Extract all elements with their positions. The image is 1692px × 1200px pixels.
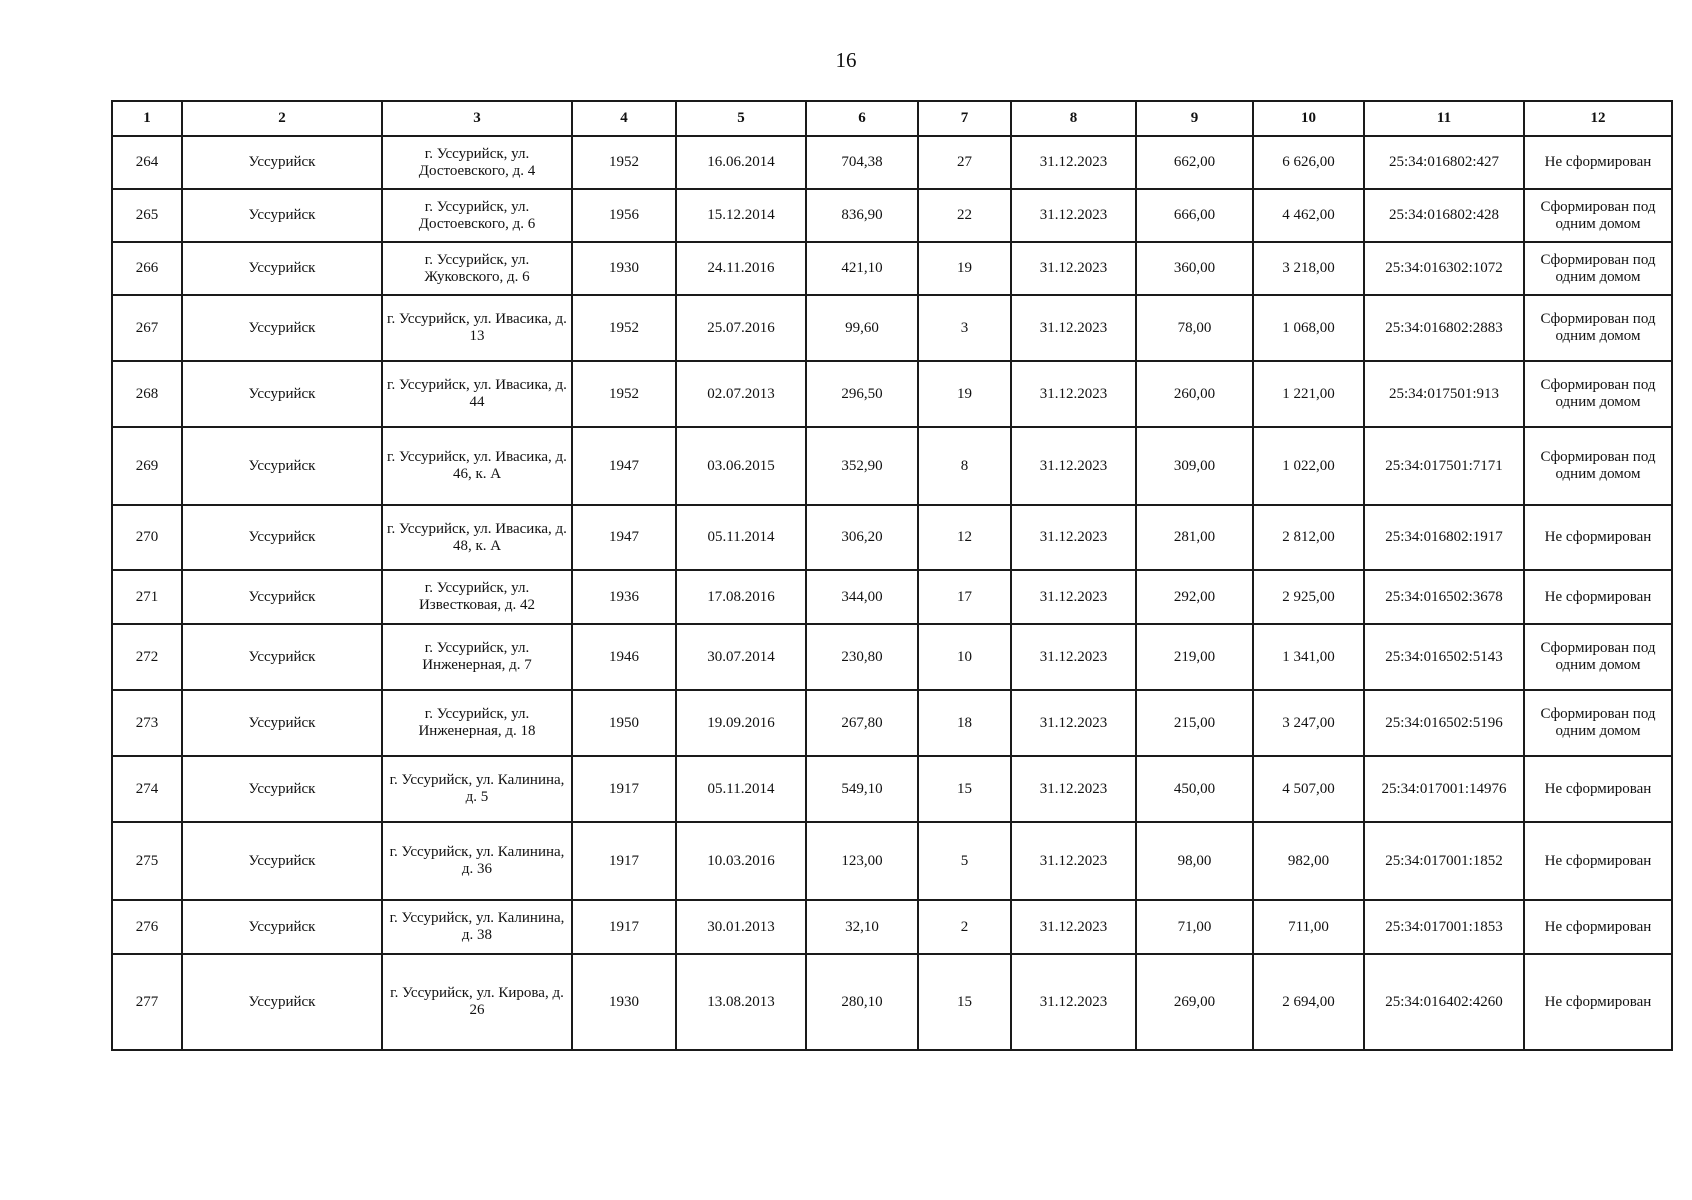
- cell-row-number: 267: [112, 295, 182, 361]
- cell-value-10: 1 022,00: [1253, 427, 1364, 505]
- cell-date: 16.06.2014: [676, 136, 806, 189]
- cell-land-status: Сформирован под одним домом: [1524, 690, 1672, 756]
- cell-address: г. Уссурийск, ул. Известковая, д. 42: [382, 570, 572, 624]
- cell-area: 836,90: [806, 189, 918, 242]
- cell-residents: 10: [918, 624, 1011, 690]
- cell-land-status: Не сформирован: [1524, 136, 1672, 189]
- table-row: [112, 822, 1672, 900]
- cell-area: 344,00: [806, 570, 918, 624]
- cell-planned-date: 31.12.2023: [1011, 822, 1136, 900]
- cell-cadastral-number: 25:34:016802:428: [1364, 189, 1524, 242]
- cell-residents: 8: [918, 427, 1011, 505]
- cell-date: 24.11.2016: [676, 242, 806, 295]
- page-number: 16: [835, 48, 857, 72]
- cell-date: 19.09.2016: [676, 690, 806, 756]
- cell-land-status: Не сформирован: [1524, 822, 1672, 900]
- cell-date: 25.07.2016: [676, 295, 806, 361]
- cell-land-status: Не сформирован: [1524, 900, 1672, 954]
- table-row: [112, 756, 1672, 822]
- housing-registry-table: [111, 100, 1673, 1051]
- column-header: 2: [182, 101, 382, 136]
- cell-locality: Уссурийск: [182, 136, 382, 189]
- cell-address: г. Уссурийск, ул. Инженерная, д. 7: [382, 624, 572, 690]
- column-header: 4: [572, 101, 676, 136]
- cell-value-10: 3 247,00: [1253, 690, 1364, 756]
- cell-address: г. Уссурийск, ул. Ивасика, д. 13: [382, 295, 572, 361]
- cell-cadastral-number: 25:34:016502:5143: [1364, 624, 1524, 690]
- column-header: 7: [918, 101, 1011, 136]
- cell-cadastral-number: 25:34:017501:7171: [1364, 427, 1524, 505]
- cell-address: г. Уссурийск, ул. Жуковского, д. 6: [382, 242, 572, 295]
- cell-planned-date: 31.12.2023: [1011, 690, 1136, 756]
- cell-row-number: 270: [112, 505, 182, 570]
- cell-year: 1947: [572, 427, 676, 505]
- cell-residents: 17: [918, 570, 1011, 624]
- cell-value-9: 219,00: [1136, 624, 1253, 690]
- cell-locality: Уссурийск: [182, 690, 382, 756]
- cell-row-number: 268: [112, 361, 182, 427]
- cell-planned-date: 31.12.2023: [1011, 295, 1136, 361]
- cell-value-10: 1 341,00: [1253, 624, 1364, 690]
- cell-value-9: 281,00: [1136, 505, 1253, 570]
- table-row: [112, 295, 1672, 361]
- cell-row-number: 274: [112, 756, 182, 822]
- cell-address: г. Уссурийск, ул. Кирова, д. 26: [382, 954, 572, 1050]
- cell-cadastral-number: 25:34:016802:2883: [1364, 295, 1524, 361]
- cell-year: 1930: [572, 954, 676, 1050]
- cell-land-status: Не сформирован: [1524, 505, 1672, 570]
- cell-locality: Уссурийск: [182, 427, 382, 505]
- cell-locality: Уссурийск: [182, 900, 382, 954]
- cell-area: 421,10: [806, 242, 918, 295]
- table-row: [112, 624, 1672, 690]
- table-row: [112, 954, 1672, 1050]
- cell-row-number: 266: [112, 242, 182, 295]
- cell-locality: Уссурийск: [182, 189, 382, 242]
- cell-land-status: Не сформирован: [1524, 954, 1672, 1050]
- cell-value-9: 78,00: [1136, 295, 1253, 361]
- cell-value-10: 1 068,00: [1253, 295, 1364, 361]
- cell-planned-date: 31.12.2023: [1011, 756, 1136, 822]
- cell-cadastral-number: 25:34:016502:5196: [1364, 690, 1524, 756]
- cell-locality: Уссурийск: [182, 570, 382, 624]
- cell-residents: 22: [918, 189, 1011, 242]
- cell-value-9: 269,00: [1136, 954, 1253, 1050]
- cell-residents: 19: [918, 361, 1011, 427]
- cell-year: 1936: [572, 570, 676, 624]
- cell-value-10: 6 626,00: [1253, 136, 1364, 189]
- cell-planned-date: 31.12.2023: [1011, 189, 1136, 242]
- cell-value-10: 1 221,00: [1253, 361, 1364, 427]
- cell-locality: Уссурийск: [182, 505, 382, 570]
- table-row: [112, 189, 1672, 242]
- cell-planned-date: 31.12.2023: [1011, 505, 1136, 570]
- cell-cadastral-number: 25:34:016302:1072: [1364, 242, 1524, 295]
- cell-residents: 2: [918, 900, 1011, 954]
- header-row: [112, 101, 1672, 136]
- cell-value-9: 292,00: [1136, 570, 1253, 624]
- cell-cadastral-number: 25:34:016802:427: [1364, 136, 1524, 189]
- column-header: 9: [1136, 101, 1253, 136]
- cell-area: 296,50: [806, 361, 918, 427]
- cell-row-number: 275: [112, 822, 182, 900]
- cell-area: 123,00: [806, 822, 918, 900]
- cell-date: 02.07.2013: [676, 361, 806, 427]
- cell-planned-date: 31.12.2023: [1011, 427, 1136, 505]
- cell-year: 1947: [572, 505, 676, 570]
- cell-area: 352,90: [806, 427, 918, 505]
- cell-address: г. Уссурийск, ул. Инженерная, д. 18: [382, 690, 572, 756]
- column-header: 6: [806, 101, 918, 136]
- cell-date: 03.06.2015: [676, 427, 806, 505]
- cell-area: 306,20: [806, 505, 918, 570]
- cell-value-10: 2 925,00: [1253, 570, 1364, 624]
- cell-land-status: Сформирован под одним домом: [1524, 624, 1672, 690]
- cell-land-status: Сформирован под одним домом: [1524, 295, 1672, 361]
- cell-value-9: 666,00: [1136, 189, 1253, 242]
- cell-value-10: 2 812,00: [1253, 505, 1364, 570]
- cell-residents: 12: [918, 505, 1011, 570]
- cell-row-number: 273: [112, 690, 182, 756]
- cell-value-9: 260,00: [1136, 361, 1253, 427]
- cell-year: 1946: [572, 624, 676, 690]
- table-body: [112, 136, 1672, 1050]
- cell-residents: 3: [918, 295, 1011, 361]
- table-row: [112, 570, 1672, 624]
- cell-planned-date: 31.12.2023: [1011, 900, 1136, 954]
- cell-row-number: 271: [112, 570, 182, 624]
- cell-date: 10.03.2016: [676, 822, 806, 900]
- cell-locality: Уссурийск: [182, 954, 382, 1050]
- cell-address: г. Уссурийск, ул. Достоевского, д. 4: [382, 136, 572, 189]
- cell-area: 32,10: [806, 900, 918, 954]
- cell-residents: 15: [918, 954, 1011, 1050]
- cell-planned-date: 31.12.2023: [1011, 954, 1136, 1050]
- cell-row-number: 265: [112, 189, 182, 242]
- cell-year: 1952: [572, 136, 676, 189]
- cell-row-number: 276: [112, 900, 182, 954]
- cell-value-9: 450,00: [1136, 756, 1253, 822]
- table-row: [112, 361, 1672, 427]
- cell-value-10: 4 507,00: [1253, 756, 1364, 822]
- cell-date: 15.12.2014: [676, 189, 806, 242]
- cell-locality: Уссурийск: [182, 361, 382, 427]
- cell-area: 549,10: [806, 756, 918, 822]
- cell-cadastral-number: 25:34:017001:1852: [1364, 822, 1524, 900]
- cell-address: г. Уссурийск, ул. Достоевского, д. 6: [382, 189, 572, 242]
- cell-address: г. Уссурийск, ул. Калинина, д. 38: [382, 900, 572, 954]
- cell-value-10: 982,00: [1253, 822, 1364, 900]
- cell-area: 280,10: [806, 954, 918, 1050]
- table-row: [112, 690, 1672, 756]
- cell-residents: 27: [918, 136, 1011, 189]
- cell-land-status: Не сформирован: [1524, 756, 1672, 822]
- cell-date: 30.01.2013: [676, 900, 806, 954]
- cell-locality: Уссурийск: [182, 624, 382, 690]
- cell-value-9: 309,00: [1136, 427, 1253, 505]
- table-row: [112, 900, 1672, 954]
- cell-address: г. Уссурийск, ул. Ивасика, д. 44: [382, 361, 572, 427]
- cell-cadastral-number: 25:34:016502:3678: [1364, 570, 1524, 624]
- cell-locality: Уссурийск: [182, 295, 382, 361]
- cell-address: г. Уссурийск, ул. Калинина, д. 36: [382, 822, 572, 900]
- cell-planned-date: 31.12.2023: [1011, 361, 1136, 427]
- cell-land-status: Сформирован под одним домом: [1524, 361, 1672, 427]
- cell-value-9: 662,00: [1136, 136, 1253, 189]
- cell-cadastral-number: 25:34:017001:14976: [1364, 756, 1524, 822]
- cell-land-status: Сформирован под одним домом: [1524, 427, 1672, 505]
- cell-address: г. Уссурийск, ул. Калинина, д. 5: [382, 756, 572, 822]
- cell-address: г. Уссурийск, ул. Ивасика, д. 46, к. А: [382, 427, 572, 505]
- cell-area: 230,80: [806, 624, 918, 690]
- cell-residents: 18: [918, 690, 1011, 756]
- cell-area: 704,38: [806, 136, 918, 189]
- column-header: 1: [112, 101, 182, 136]
- cell-planned-date: 31.12.2023: [1011, 570, 1136, 624]
- cell-row-number: 269: [112, 427, 182, 505]
- column-header: 10: [1253, 101, 1364, 136]
- cell-cadastral-number: 25:34:016802:1917: [1364, 505, 1524, 570]
- cell-date: 17.08.2016: [676, 570, 806, 624]
- cell-residents: 15: [918, 756, 1011, 822]
- cell-value-9: 215,00: [1136, 690, 1253, 756]
- cell-year: 1930: [572, 242, 676, 295]
- cell-cadastral-number: 25:34:017501:913: [1364, 361, 1524, 427]
- column-header: 11: [1364, 101, 1524, 136]
- cell-value-10: 711,00: [1253, 900, 1364, 954]
- cell-date: 05.11.2014: [676, 756, 806, 822]
- cell-land-status: Не сформирован: [1524, 570, 1672, 624]
- cell-cadastral-number: 25:34:017001:1853: [1364, 900, 1524, 954]
- cell-year: 1952: [572, 295, 676, 361]
- cell-residents: 5: [918, 822, 1011, 900]
- cell-year: 1956: [572, 189, 676, 242]
- cell-value-9: 98,00: [1136, 822, 1253, 900]
- cell-locality: Уссурийск: [182, 756, 382, 822]
- cell-row-number: 264: [112, 136, 182, 189]
- cell-residents: 19: [918, 242, 1011, 295]
- cell-date: 13.08.2013: [676, 954, 806, 1050]
- cell-area: 267,80: [806, 690, 918, 756]
- table-row: [112, 427, 1672, 505]
- table-row: [112, 242, 1672, 295]
- cell-value-9: 71,00: [1136, 900, 1253, 954]
- cell-year: 1917: [572, 756, 676, 822]
- table-row: [112, 505, 1672, 570]
- cell-locality: Уссурийск: [182, 242, 382, 295]
- column-header: 3: [382, 101, 572, 136]
- table-row: [112, 136, 1672, 189]
- cell-value-10: 4 462,00: [1253, 189, 1364, 242]
- cell-planned-date: 31.12.2023: [1011, 136, 1136, 189]
- cell-value-10: 3 218,00: [1253, 242, 1364, 295]
- cell-value-10: 2 694,00: [1253, 954, 1364, 1050]
- cell-year: 1950: [572, 690, 676, 756]
- cell-cadastral-number: 25:34:016402:4260: [1364, 954, 1524, 1050]
- column-header: 8: [1011, 101, 1136, 136]
- cell-land-status: Сформирован под одним домом: [1524, 189, 1672, 242]
- cell-land-status: Сформирован под одним домом: [1524, 242, 1672, 295]
- column-header: 5: [676, 101, 806, 136]
- cell-area: 99,60: [806, 295, 918, 361]
- cell-year: 1952: [572, 361, 676, 427]
- column-header: 12: [1524, 101, 1672, 136]
- cell-planned-date: 31.12.2023: [1011, 242, 1136, 295]
- cell-value-9: 360,00: [1136, 242, 1253, 295]
- cell-locality: Уссурийск: [182, 822, 382, 900]
- cell-date: 05.11.2014: [676, 505, 806, 570]
- cell-row-number: 272: [112, 624, 182, 690]
- cell-year: 1917: [572, 822, 676, 900]
- cell-address: г. Уссурийск, ул. Ивасика, д. 48, к. А: [382, 505, 572, 570]
- cell-date: 30.07.2014: [676, 624, 806, 690]
- cell-year: 1917: [572, 900, 676, 954]
- cell-planned-date: 31.12.2023: [1011, 624, 1136, 690]
- cell-row-number: 277: [112, 954, 182, 1050]
